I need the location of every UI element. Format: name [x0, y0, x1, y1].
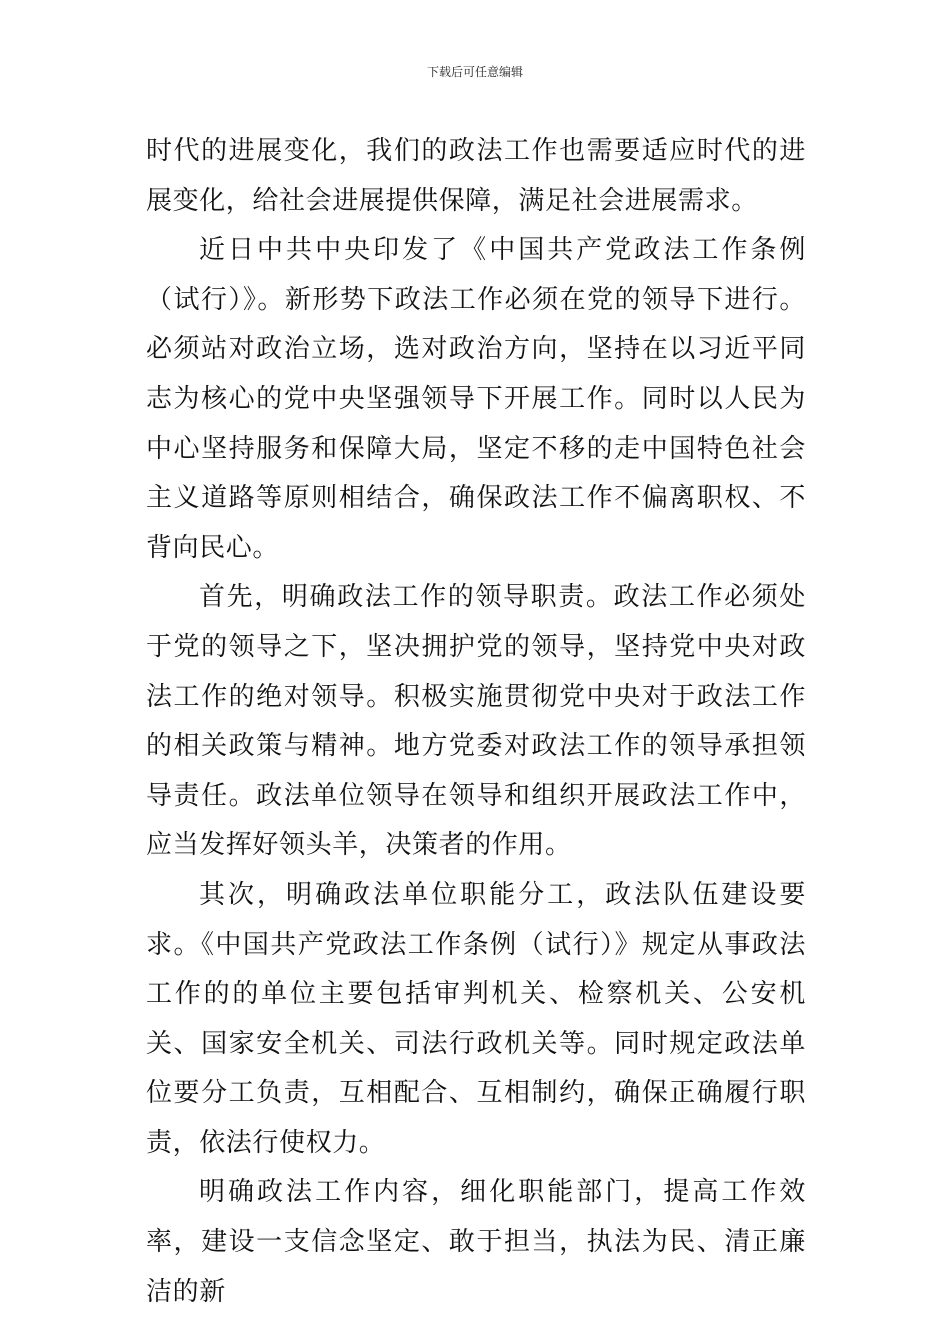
paragraph-regulation-issued: 近日中共中央印发了《中国共产党政法工作条例（试行）》。新形势下政法工作必须在党的领导下进行。必须站对政治立场，选对政治方向，坚持在以习近平同志为核心的党中央坚强领导下开展工作。同时以人民为中心坚持服务和保障大局，坚定不移的走中国特色社会主义道路等原则相结合，确保政法工作不偏离职权、不背向民心。 [146, 235, 806, 563]
paragraph-work-content: 明确政法工作内容，细化职能部门，提高工作效率，建设一支信念坚定、敢于担当，执法为民、清正廉洁的新 [146, 1177, 806, 1307]
paragraph-leadership-duties: 首先，明确政法工作的领导职责。政法工作必须处于党的领导之下，坚决拥护党的领导，坚持党中央对政法工作的绝对领导。积极实施贯彻党中央对于政法工作的相关政策与精神。地方党委对政法工作的领导承担领导责任。政法单位领导在领导和组织开展政法工作中，应当发挥好领头羊，决策者的作用。 [146, 582, 806, 861]
paragraph-continuation: 时代的进展变化，我们的政法工作也需要适应时代的进展变化，给社会进展提供保障，满足社会进展需求。 [146, 136, 806, 216]
page-header-note: 下载后可任意编辑 [426, 65, 523, 79]
paragraph-division-of-functions: 其次，明确政法单位职能分工，政法队伍建设要求。《中国共产党政法工作条例（试行）》规定从事政法工作的的单位主要包括审判机关、检察机关、公安机关、国家安全机关、司法行政机关等。同时规定政法单位要分工负责，互相配合、互相制约，确保正确履行职责，依法行使权力。 [146, 879, 806, 1158]
document-body [146, 127, 806, 1317]
